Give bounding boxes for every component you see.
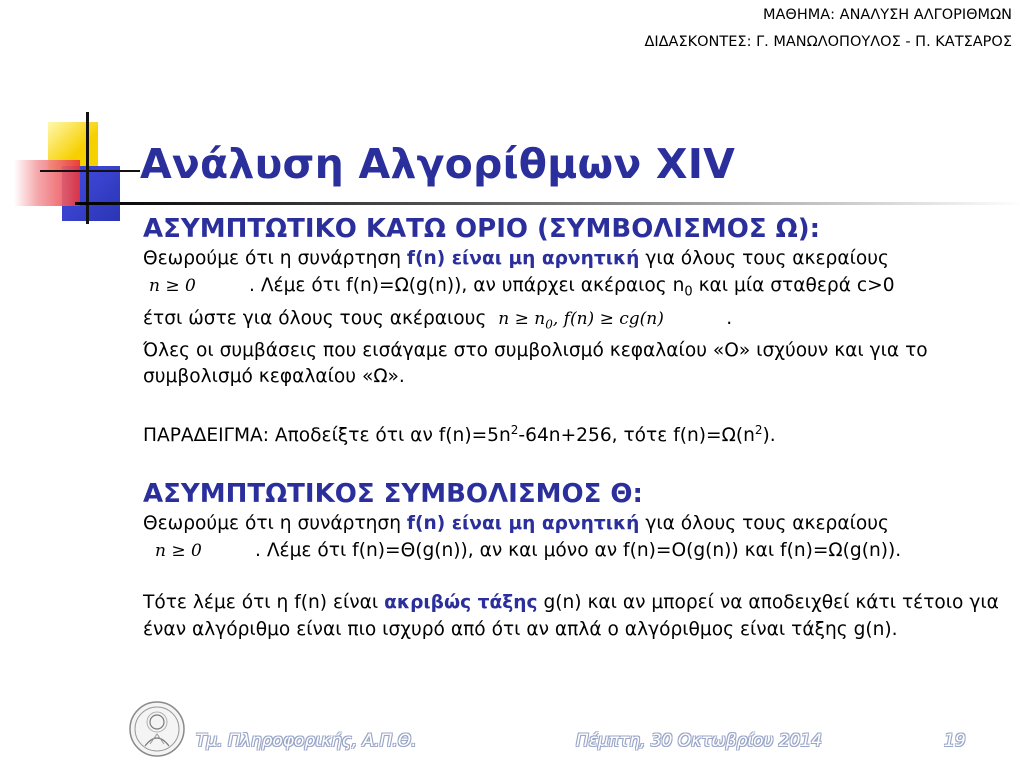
example-text-c: ). xyxy=(762,424,776,446)
example-text-b: -64n+256, τότε f(n)=Ω(n xyxy=(518,424,755,446)
omega-math-cond-sub: 0 xyxy=(545,317,553,332)
example-sup-2: 2 xyxy=(754,422,763,437)
footer-page-number: 19 xyxy=(944,731,966,751)
omega-p2-text: . Λέμε ότι f(n)=Ω(g(n)), αν υπάρχει ακέραιος n xyxy=(249,274,685,296)
theta-p3-highlight: ακριβώς τάξης xyxy=(384,592,538,614)
footer-date: Πέμπτη, 30 Οκτωβρίου 2014 xyxy=(576,731,823,751)
omega-math-cond-a: n ≥ n xyxy=(498,308,546,329)
slide-title: Ανάλυση Αλγορίθμων XIV xyxy=(140,140,736,188)
omega-math-cond-b: , f(n) ≥ cg(n) xyxy=(552,308,664,329)
theta-p1-highlight: f(n) είναι μη αρνητική xyxy=(406,513,640,535)
spacer xyxy=(143,391,1018,417)
course-instructors: ΔΙΔΑΣΚΟΝΤΕΣ: Γ. ΜΑΝΩΛΟΠΟΥΛΟΣ - Π. ΚΑΤΣΑΡΟΣ xyxy=(644,34,1012,50)
omega-p3-tail: . xyxy=(726,307,733,329)
example-sup-1: 2 xyxy=(510,422,519,437)
theta-p3-text: Τότε λέμε ότι η f(n) είναι xyxy=(143,592,385,614)
theta-p2-text: . Λέμε ότι f(n)=Θ(g(n)), αν και μόνο αν f(n)=O(g(n)) και f(n)=Ω(g(n)). xyxy=(255,539,902,561)
spacer xyxy=(143,449,1018,477)
theta-math-n0: n ≥ 0 xyxy=(155,540,202,561)
slide-body xyxy=(143,212,1018,643)
deco-red-square xyxy=(14,160,80,206)
title-divider xyxy=(75,202,1024,205)
footer-department: Τμ. Πληροφορικής, Α.Π.Θ. xyxy=(196,731,417,751)
spacer xyxy=(143,564,1018,590)
omega-math-n0: n ≥ 0 xyxy=(149,275,196,296)
omega-paragraph xyxy=(143,246,1018,391)
theta-paragraph xyxy=(143,511,1018,564)
example-text-a: ΠΑΡΑΔΕΙΓΜΑ: Αποδείξτε ότι αν f(n)=5n xyxy=(143,424,511,446)
omega-example xyxy=(143,417,1018,450)
theta-p1-tail: για όλους τους ακεραίους xyxy=(639,513,889,535)
theta-heading: ΑΣΥΜΠΤΩΤΙΚΟΣ ΣΥΜΒΟΛΙΣΜΟΣ Θ: xyxy=(143,479,643,510)
omega-p1-tail: για όλους τους ακεραίους xyxy=(639,248,889,269)
course-header xyxy=(644,5,1012,52)
omega-p3-text: έτσι ώστε για όλους τους ακέραιους xyxy=(143,307,493,329)
theta-p3-tail: g(n) και αν μπορεί να αποδειχθεί κάτι τέτοιο για έναν αλγόριθμο είναι πιο ισχυρό από ότι αν απλά ο αλγόριθμος είναι τάξης g(n). xyxy=(143,592,999,640)
omega-math-condition xyxy=(492,306,726,338)
omega-p2-sub: 0 xyxy=(684,284,693,300)
university-seal-icon xyxy=(128,700,186,758)
omega-p4-text: Όλες οι συμβάσεις που εισάγαμε στο συμβολισμό κεφαλαίου «Ο» ισχύουν και για το συμβολισμό κεφαλαίου «Ω». xyxy=(143,339,928,388)
deco-horizontal-line xyxy=(40,170,140,172)
omega-p1-text: Θεωρούμε ότι η συνάρτηση xyxy=(143,248,407,269)
deco-vertical-line xyxy=(86,112,89,224)
omega-p2-tail: και μία σταθερά c>0 xyxy=(692,274,895,296)
theta-conclusion xyxy=(143,590,1018,643)
course-title: ΜΑΘΗΜΑ: ΑΝΑΛΥΣΗ ΑΛΓΟΡΙΘΜΩΝ xyxy=(762,7,1012,23)
omega-heading: ΑΣΥΜΠΤΩΤΙΚΟ ΚΑΤΩ ΟΡΙΟ (ΣΥΜΒΟΛΙΣΜΟΣ Ω): xyxy=(143,214,821,244)
theta-p1-text: Θεωρούμε ότι η συνάρτηση xyxy=(143,513,407,535)
omega-p1-highlight: f(n) είναι μη αρνητική xyxy=(406,248,640,269)
